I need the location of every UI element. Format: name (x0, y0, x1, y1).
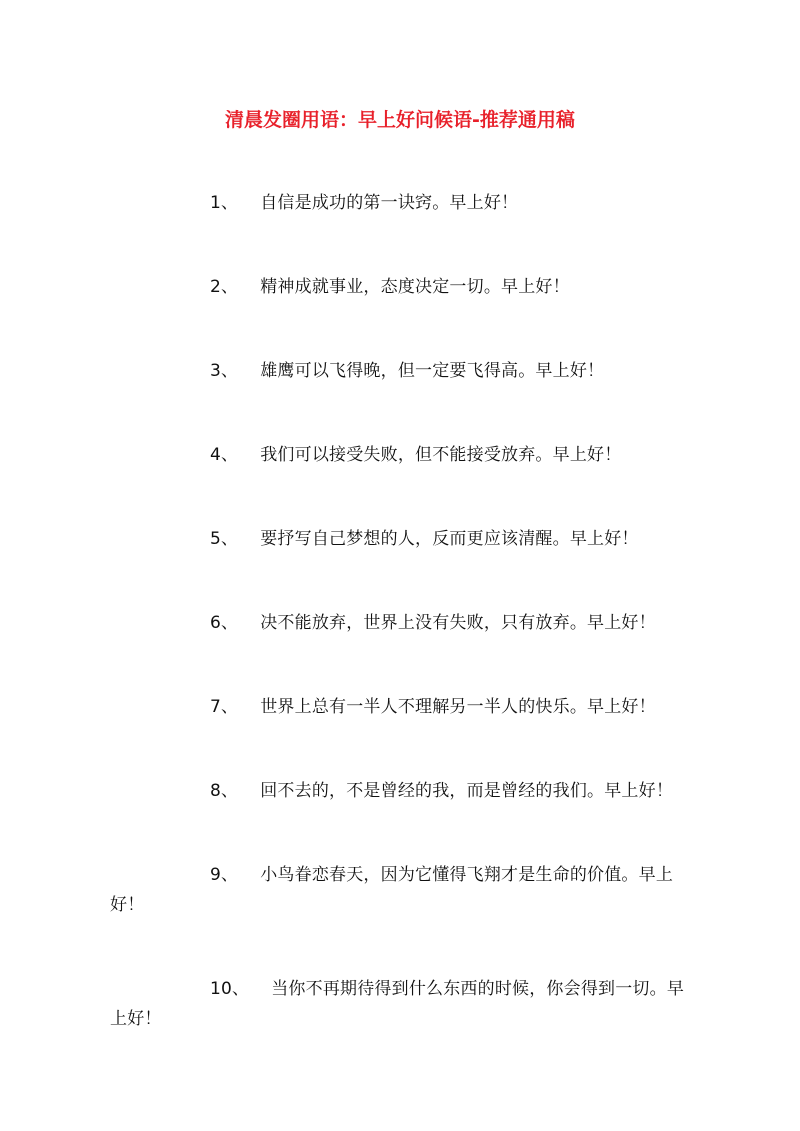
item-text: 回不去的，不是曾经的我，而是曾经的我们。早上好！ (260, 781, 674, 801)
list-item (110, 272, 700, 302)
list-item (110, 524, 700, 554)
list-item (110, 188, 700, 218)
item-number: 9、 (210, 865, 239, 885)
item-number: 3、 (210, 361, 239, 381)
item-number: 4、 (210, 445, 239, 465)
item-number: 5、 (210, 529, 239, 549)
item-text: 我们可以接受失败，但不能接受放弃。早上好！ (260, 445, 622, 465)
list-item (110, 608, 700, 638)
item-number: 1、 (210, 193, 239, 213)
list-item (110, 974, 700, 1034)
greeting-list (110, 188, 700, 1088)
item-text: 自信是成功的第一诀窍。早上好！ (260, 193, 519, 213)
list-item (110, 776, 700, 806)
item-number: 10、 (210, 979, 250, 999)
document-title: 清晨发圈用语：早上好问候语-推荐通用稿 (225, 109, 575, 131)
item-number: 7、 (210, 697, 239, 717)
item-text: 小鸟眷恋春天，因为它懂得飞翔才是生命的价值。早上好！ (110, 865, 674, 915)
item-number: 6、 (210, 613, 239, 633)
list-item (110, 692, 700, 722)
item-number: 8、 (210, 781, 239, 801)
item-number: 2、 (210, 277, 239, 297)
list-item (110, 356, 700, 386)
item-text: 当你不再期待得到什么东西的时候，你会得到一切。早上好！ (110, 979, 685, 1029)
item-text: 世界上总有一半人不理解另一半人的快乐。早上好！ (260, 697, 656, 717)
item-text: 精神成就事业，态度决定一切。早上好！ (260, 277, 570, 297)
list-item (110, 440, 700, 470)
list-item (110, 860, 700, 920)
item-text: 要抒写自己梦想的人，反而更应该清醒。早上好！ (260, 529, 639, 549)
item-text: 雄鹰可以飞得晚，但一定要飞得高。早上好！ (260, 361, 605, 381)
item-text: 决不能放弃，世界上没有失败，只有放弃。早上好！ (260, 613, 656, 633)
